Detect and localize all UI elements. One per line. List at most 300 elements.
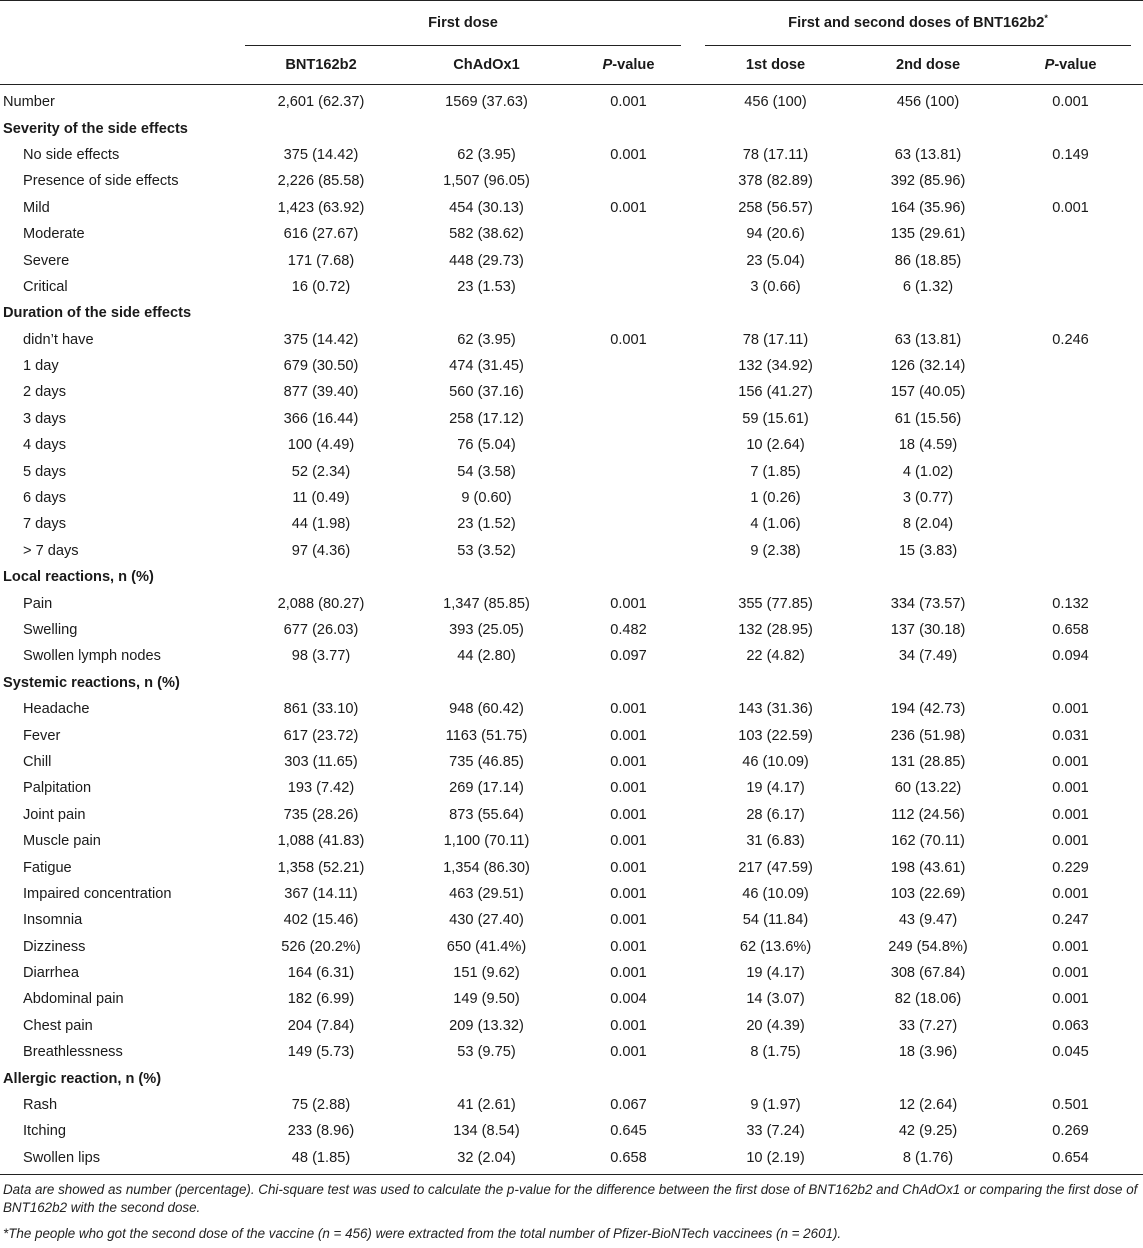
table-row xyxy=(0,247,1143,273)
pvalue-first: 0.001 xyxy=(610,885,647,902)
bnt-value: 1,423 (63.92) xyxy=(277,199,365,216)
chadox-value: 1,354 (86.30) xyxy=(443,859,530,876)
pvalue-second xyxy=(998,379,1143,405)
bnt-value: 52 (2.34) xyxy=(291,463,351,480)
chadox-value: 873 (55.64) xyxy=(449,806,524,823)
pvalue-second: 0.001 xyxy=(1052,780,1089,797)
second-dose-value: 334 (73.57) xyxy=(890,595,966,612)
footnote-marker: * xyxy=(1044,13,1048,24)
bnt-value: 375 (14.42) xyxy=(283,331,359,348)
pvalue-second xyxy=(998,168,1143,194)
pvalue-first: 0.658 xyxy=(564,1145,693,1175)
pvalue-first: 0.001 xyxy=(610,331,647,348)
pvalue-second: 0.229 xyxy=(1052,859,1089,876)
second-dose-value: 12 (2.64) xyxy=(898,1097,958,1114)
pvalue-second xyxy=(998,406,1143,432)
pvalue-first: 0.097 xyxy=(610,648,647,665)
bnt-value: 735 (28.26) xyxy=(283,806,359,823)
table-row xyxy=(0,142,1143,168)
second-dose-value: 194 (42.73) xyxy=(890,701,966,718)
pvalue-first: 0.001 xyxy=(610,1017,647,1034)
row-label: Itching xyxy=(23,1123,66,1140)
first-dose-value: 46 (10.09) xyxy=(742,753,809,770)
row-label: > 7 days xyxy=(23,542,79,559)
pvalue-second: 0.001 xyxy=(1052,885,1089,902)
bnt-value: 375 (14.42) xyxy=(283,146,359,163)
first-dose-value: 7 (1.85) xyxy=(750,463,801,480)
row-label: Mild xyxy=(23,199,50,216)
bnt-value: 100 (4.49) xyxy=(287,437,355,454)
bnt-value: 193 (7.42) xyxy=(287,780,355,797)
bnt-value: 182 (6.99) xyxy=(287,991,355,1008)
section-row xyxy=(0,564,1143,590)
first-dose-value: 156 (41.27) xyxy=(738,384,813,401)
second-dose-value: 63 (13.81) xyxy=(894,331,962,348)
row-label: Palpitation xyxy=(23,780,92,797)
table-row xyxy=(0,749,1143,775)
row-label: Insomnia xyxy=(23,912,83,929)
table-row xyxy=(0,511,1143,537)
chadox-value: 54 (3.58) xyxy=(457,463,516,480)
second-dose-value: 82 (18.06) xyxy=(894,991,962,1008)
pvalue-second: 0.654 xyxy=(998,1145,1143,1175)
pvalue-first: 0.001 xyxy=(610,94,647,111)
table-row xyxy=(0,485,1143,511)
pvalue-first: 0.001 xyxy=(610,859,647,876)
row-label: Abdominal pain xyxy=(23,991,124,1008)
pvalue-first: 0.001 xyxy=(610,833,647,850)
table-row xyxy=(0,221,1143,247)
row-label: Number xyxy=(3,94,55,111)
table-row xyxy=(0,854,1143,880)
pvalue-second: 0.001 xyxy=(1052,753,1089,770)
section-label: Local reactions, n (%) xyxy=(3,569,154,586)
second-dose-value: 131 (28.85) xyxy=(890,753,966,770)
row-label: Presence of side effects xyxy=(23,173,179,190)
first-dose-value: 258 (56.57) xyxy=(738,199,813,216)
table-row xyxy=(0,907,1143,933)
bnt-value: 48 (1.85) xyxy=(233,1145,409,1175)
row-label: 4 days xyxy=(23,437,66,454)
pvalue-first: 0.067 xyxy=(610,1097,647,1114)
bnt-value: 97 (4.36) xyxy=(291,542,351,559)
col-header-second-dose: 2nd dose xyxy=(858,46,998,85)
bnt-value: 526 (20.2%) xyxy=(281,938,361,955)
pvalue-second: 0.001 xyxy=(1052,938,1089,955)
pvalue-first: 0.001 xyxy=(610,912,647,929)
row-label: Fatigue xyxy=(23,859,72,876)
first-dose-value: 59 (15.61) xyxy=(742,410,809,427)
row-label: No side effects xyxy=(23,146,120,163)
row-label: Swollen lymph nodes xyxy=(23,648,161,665)
pvalue-first xyxy=(564,485,693,511)
section-label: Severity of the side effects xyxy=(3,120,188,137)
chadox-value: 41 (2.61) xyxy=(457,1097,516,1114)
second-dose-value: 157 (40.05) xyxy=(890,384,966,401)
second-dose-value: 18 (4.59) xyxy=(898,437,958,454)
bnt-value: 2,226 (85.58) xyxy=(277,173,365,190)
bnt-value: 679 (30.50) xyxy=(283,358,359,375)
pvalue-first xyxy=(564,538,693,564)
table-row xyxy=(0,960,1143,986)
bnt-value: 16 (0.72) xyxy=(291,278,351,295)
first-dose-value: 10 (2.19) xyxy=(693,1145,858,1175)
chadox-value: 44 (2.80) xyxy=(457,648,516,665)
first-dose-value: 4 (1.06) xyxy=(750,516,801,533)
second-dose-value: 4 (1.02) xyxy=(902,463,954,480)
first-dose-value: 1 (0.26) xyxy=(750,490,801,507)
group-both-doses xyxy=(693,1,1143,46)
chadox-value: 1,347 (85.85) xyxy=(443,595,530,612)
first-dose-value: 78 (17.11) xyxy=(742,331,809,348)
pvalue-second: 0.001 xyxy=(1052,199,1089,216)
table-row xyxy=(0,722,1143,748)
table-footnotes xyxy=(0,1175,1143,1243)
pvalue-second: 0.094 xyxy=(1052,648,1089,665)
row-label: Joint pain xyxy=(23,806,86,823)
col-header-chadox: ChAdOx1 xyxy=(409,46,564,85)
pvalue-second xyxy=(998,511,1143,537)
col-header-first-dose: 1st dose xyxy=(693,46,858,85)
first-dose-value: 132 (28.95) xyxy=(738,622,813,638)
table-body xyxy=(0,85,1143,1175)
bnt-value: 617 (23.72) xyxy=(283,727,359,744)
chadox-value: 76 (5.04) xyxy=(457,437,516,454)
bnt-value: 861 (33.10) xyxy=(283,701,359,718)
row-label: Swelling xyxy=(23,622,78,638)
pvalue-first xyxy=(564,247,693,273)
bnt-value: 877 (39.40) xyxy=(283,384,359,401)
chadox-value: 9 (0.60) xyxy=(461,490,512,507)
pvalue-first: 0.001 xyxy=(610,753,647,770)
second-dose-value: 249 (54.8%) xyxy=(888,938,968,955)
second-dose-value: 236 (51.98) xyxy=(890,727,966,744)
pvalue-first xyxy=(564,274,693,300)
first-dose-value: 8 (1.75) xyxy=(750,1044,801,1061)
table-row xyxy=(0,775,1143,801)
pvalue-first: 0.001 xyxy=(610,806,647,823)
header-blank xyxy=(0,1,233,46)
first-dose-value: 103 (22.59) xyxy=(738,727,813,744)
first-dose-value: 31 (6.83) xyxy=(746,833,805,850)
second-dose-value: 86 (18.85) xyxy=(894,252,962,269)
table-row xyxy=(0,1118,1143,1144)
pvalue-second: 0.247 xyxy=(1052,912,1089,929)
chadox-value: 149 (9.50) xyxy=(453,991,520,1008)
row-label: 5 days xyxy=(23,463,66,480)
bnt-value: 303 (11.65) xyxy=(284,753,358,770)
row-label: 3 days xyxy=(23,410,66,427)
chadox-value: 463 (29.51) xyxy=(449,885,524,902)
pvalue-1-italic: P xyxy=(602,57,613,73)
chadox-value: 474 (31.45) xyxy=(449,358,524,375)
row-label: Pain xyxy=(23,595,53,612)
row-label: Dizziness xyxy=(23,938,86,955)
group-first-dose-label: First dose xyxy=(428,15,498,31)
bnt-value: 2,601 (62.37) xyxy=(277,94,365,111)
pvalue-first xyxy=(564,353,693,379)
pvalue-second: 0.001 xyxy=(1052,991,1089,1008)
second-dose-value: 198 (43.61) xyxy=(890,859,966,876)
chadox-value: 948 (60.42) xyxy=(449,701,524,718)
chadox-value: 430 (27.40) xyxy=(449,912,524,929)
table-row xyxy=(0,168,1143,194)
chadox-value: 151 (9.62) xyxy=(453,965,520,982)
second-dose-value: 15 (3.83) xyxy=(898,542,958,559)
pvalue-first: 0.645 xyxy=(610,1123,647,1140)
table-row xyxy=(0,538,1143,564)
second-dose-value: 42 (9.25) xyxy=(898,1123,958,1140)
chadox-value: 23 (1.52) xyxy=(457,516,516,533)
header-label-blank xyxy=(0,46,233,85)
first-dose-value: 378 (82.89) xyxy=(738,173,813,190)
table-row xyxy=(0,802,1143,828)
chadox-value: 454 (30.13) xyxy=(449,199,524,216)
chadox-value: 1,100 (70.11) xyxy=(443,833,530,850)
table-row xyxy=(0,590,1143,616)
pvalue-second: 0.658 xyxy=(1052,622,1089,638)
second-dose-value: 308 (67.84) xyxy=(890,965,966,982)
second-dose-value: 103 (22.69) xyxy=(890,885,966,902)
table-row xyxy=(0,643,1143,669)
bnt-value: 616 (27.67) xyxy=(283,226,359,243)
chadox-value: 560 (37.16) xyxy=(449,384,524,401)
table-row xyxy=(0,986,1143,1012)
chadox-value: 62 (3.95) xyxy=(457,331,516,348)
table-row xyxy=(0,353,1143,379)
first-dose-value: 20 (4.39) xyxy=(746,1017,805,1034)
group-both-doses-label: First and second doses of BNT162b2 xyxy=(788,15,1045,31)
pvalue-second: 0.001 xyxy=(1052,833,1089,850)
pvalue-second: 0.149 xyxy=(1052,146,1089,163)
table-row xyxy=(0,881,1143,907)
pvalue-1-suffix: -value xyxy=(612,57,655,73)
first-dose-value: 28 (6.17) xyxy=(746,806,805,823)
pvalue-first xyxy=(564,379,693,405)
section-label: Duration of the side effects xyxy=(3,305,192,322)
section-row xyxy=(0,670,1143,696)
row-label: 2 days xyxy=(23,384,66,401)
chadox-value: 209 (13.32) xyxy=(449,1017,524,1034)
pvalue-second: 0.246 xyxy=(1052,331,1089,348)
pvalue-second xyxy=(998,353,1143,379)
first-dose-value: 62 (13.6%) xyxy=(739,938,812,955)
second-dose-value: 43 (9.47) xyxy=(898,912,958,929)
first-dose-value: 132 (34.92) xyxy=(738,358,813,375)
bnt-value: 75 (2.88) xyxy=(291,1097,351,1114)
chadox-value: 735 (46.85) xyxy=(449,753,524,770)
table-row xyxy=(0,1013,1143,1039)
table-row xyxy=(0,1145,1143,1175)
second-dose-value: 6 (1.32) xyxy=(902,278,954,295)
pvalue-second: 0.501 xyxy=(1052,1097,1089,1114)
pvalue-second xyxy=(998,432,1143,458)
pvalue-first xyxy=(564,221,693,247)
first-dose-value: 46 (10.09) xyxy=(742,885,809,902)
row-label: Swollen lips xyxy=(0,1145,233,1175)
table-row xyxy=(0,828,1143,854)
second-dose-value: 392 (85.96) xyxy=(890,173,966,190)
pvalue-first: 0.001 xyxy=(610,938,647,955)
row-label: Muscle pain xyxy=(23,833,101,850)
bnt-value: 402 (15.46) xyxy=(283,912,359,929)
pvalue-second: 0.269 xyxy=(1052,1123,1089,1140)
group-first-dose xyxy=(233,1,693,46)
pvalue-first: 0.001 xyxy=(610,1044,647,1061)
second-dose-value: 60 (13.22) xyxy=(894,780,962,797)
row-label: Headache xyxy=(23,701,90,718)
section-label: Systemic reactions, n (%) xyxy=(3,674,180,691)
chadox-value: 62 (3.95) xyxy=(457,146,516,163)
pvalue-first xyxy=(564,511,693,537)
chadox-value: 393 (25.05) xyxy=(449,622,524,638)
pvalue-first xyxy=(564,406,693,432)
chadox-value: 582 (38.62) xyxy=(449,226,524,243)
pvalue-second: 0.001 xyxy=(1052,701,1089,718)
bnt-value: 1,088 (41.83) xyxy=(277,833,365,850)
pvalue-first: 0.004 xyxy=(610,991,647,1008)
row-label: Rash xyxy=(23,1097,58,1114)
first-dose-value: 94 (20.6) xyxy=(746,226,805,243)
row-label: Breathlessness xyxy=(23,1044,123,1061)
second-dose-value: 112 (24.56) xyxy=(891,806,965,823)
bnt-value: 204 (7.84) xyxy=(287,1017,355,1034)
first-dose-value: 54 (11.84) xyxy=(742,912,809,929)
pvalue-first: 0.482 xyxy=(610,622,647,638)
row-label: Chest pain xyxy=(23,1017,93,1034)
first-dose-value: 19 (4.17) xyxy=(746,780,805,797)
section-label: Allergic reaction, n (%) xyxy=(3,1070,162,1087)
second-dose-value: 63 (13.81) xyxy=(894,146,962,163)
section-row xyxy=(0,300,1143,326)
first-dose-value: 14 (3.07) xyxy=(746,991,805,1008)
chadox-value: 650 (41.4%) xyxy=(446,938,527,955)
row-label: 6 days xyxy=(23,490,66,507)
pvalue-second: 0.045 xyxy=(1052,1044,1089,1061)
col-header-pvalue-1 xyxy=(564,46,693,85)
pvalue-first xyxy=(564,458,693,484)
chadox-value: 269 (17.14) xyxy=(449,780,524,797)
footnote-second-dose: *The people who got the second dose of the vaccine (n = 456) were extracted from the total number of Pfizer-BioNTech vaccinees (n = 2601). xyxy=(3,1226,842,1242)
chadox-value: 1569 (37.63) xyxy=(445,94,528,111)
first-dose-value: 217 (47.59) xyxy=(738,859,813,876)
bnt-value: 44 (1.98) xyxy=(291,516,351,533)
pvalue-first xyxy=(564,168,693,194)
second-dose-value: 126 (32.14) xyxy=(890,358,966,375)
table-row xyxy=(0,432,1143,458)
pvalue-second: 0.001 xyxy=(1052,806,1089,823)
second-dose-value: 34 (7.49) xyxy=(898,648,958,665)
bnt-value: 171 (7.68) xyxy=(287,252,355,269)
pvalue-first: 0.001 xyxy=(610,146,647,163)
second-dose-value: 3 (0.77) xyxy=(902,490,954,507)
table-row xyxy=(0,195,1143,221)
bnt-value: 2,088 (80.27) xyxy=(277,595,365,612)
pvalue-first: 0.001 xyxy=(610,780,647,797)
col-header-bnt: BNT162b2 xyxy=(233,46,409,85)
pvalue-first: 0.001 xyxy=(610,595,647,612)
pvalue-first: 0.001 xyxy=(610,965,647,982)
col-header-pvalue-2 xyxy=(998,46,1143,85)
pvalue-2-italic: P xyxy=(1044,57,1055,73)
table-row xyxy=(0,934,1143,960)
table-row xyxy=(0,458,1143,484)
row-label: Impaired concentration xyxy=(23,885,172,902)
footnote-data-description: Data are showed as number (percentage). Chi-square test was used to calculate the p-value for the difference between the first dose of BNT162b2 and ChAdOx1 or comparing the first dose of BNT162b2 with the second dose. xyxy=(3,1182,1138,1216)
second-dose-value: 135 (29.61) xyxy=(890,226,966,243)
second-dose-value: 8 (1.76) xyxy=(858,1145,998,1175)
pvalue-second: 0.132 xyxy=(1052,595,1089,612)
pvalue-first: 0.001 xyxy=(610,727,647,744)
chadox-value: 448 (29.73) xyxy=(449,252,524,269)
chadox-value: 134 (8.54) xyxy=(453,1123,520,1140)
pvalue-second: 0.001 xyxy=(1052,965,1089,982)
second-dose-value: 164 (35.96) xyxy=(890,199,966,216)
bnt-value: 98 (3.77) xyxy=(291,648,351,665)
bnt-value: 1,358 (52.21) xyxy=(277,859,365,876)
bnt-value: 366 (16.44) xyxy=(283,410,359,427)
first-dose-value: 19 (4.17) xyxy=(746,965,805,982)
table-row xyxy=(0,1039,1143,1065)
second-dose-value: 8 (2.04) xyxy=(902,516,954,533)
pvalue-second: 0.031 xyxy=(1052,727,1089,744)
row-label: didn’t have xyxy=(23,331,94,348)
bnt-value: 677 (26.03) xyxy=(283,622,359,638)
chadox-value: 1,507 (96.05) xyxy=(443,173,530,190)
table-row xyxy=(0,696,1143,722)
first-dose-value: 456 (100) xyxy=(744,94,807,111)
pvalue-second xyxy=(998,221,1143,247)
table-row xyxy=(0,617,1143,643)
row-label: 7 days xyxy=(23,516,66,533)
table-row xyxy=(0,1092,1143,1118)
pvalue-first: 0.001 xyxy=(610,701,647,718)
chadox-value: 32 (2.04) xyxy=(409,1145,564,1175)
section-row xyxy=(0,115,1143,141)
pvalue-first xyxy=(564,432,693,458)
chadox-value: 53 (9.75) xyxy=(457,1044,516,1061)
first-dose-value: 78 (17.11) xyxy=(742,146,809,163)
second-dose-value: 61 (15.56) xyxy=(894,410,962,427)
first-dose-value: 355 (77.85) xyxy=(738,595,813,612)
table-row xyxy=(0,85,1143,116)
pvalue-second xyxy=(998,274,1143,300)
table-row xyxy=(0,379,1143,405)
pvalue-second: 0.001 xyxy=(1052,94,1089,111)
table-row xyxy=(0,327,1143,353)
bnt-value: 11 (0.49) xyxy=(292,490,350,507)
second-dose-value: 18 (3.96) xyxy=(898,1044,958,1061)
second-dose-value: 33 (7.27) xyxy=(898,1017,958,1034)
pvalue-second xyxy=(998,538,1143,564)
second-dose-value: 456 (100) xyxy=(896,94,960,111)
table-row xyxy=(0,406,1143,432)
first-dose-value: 9 (1.97) xyxy=(750,1097,801,1114)
section-row xyxy=(0,1065,1143,1091)
row-label: Moderate xyxy=(23,226,85,243)
first-dose-value: 3 (0.66) xyxy=(750,278,801,295)
pvalue-second xyxy=(998,485,1143,511)
pvalue-second xyxy=(998,247,1143,273)
row-label: Chill xyxy=(23,753,52,770)
table-header xyxy=(0,1,1143,85)
second-dose-value: 137 (30.18) xyxy=(890,622,966,638)
bnt-value: 233 (8.96) xyxy=(287,1123,355,1140)
row-label: Fever xyxy=(23,727,61,744)
pvalue-first: 0.001 xyxy=(610,199,647,216)
first-dose-value: 22 (4.82) xyxy=(746,648,805,665)
chadox-value: 53 (3.52) xyxy=(457,542,516,559)
